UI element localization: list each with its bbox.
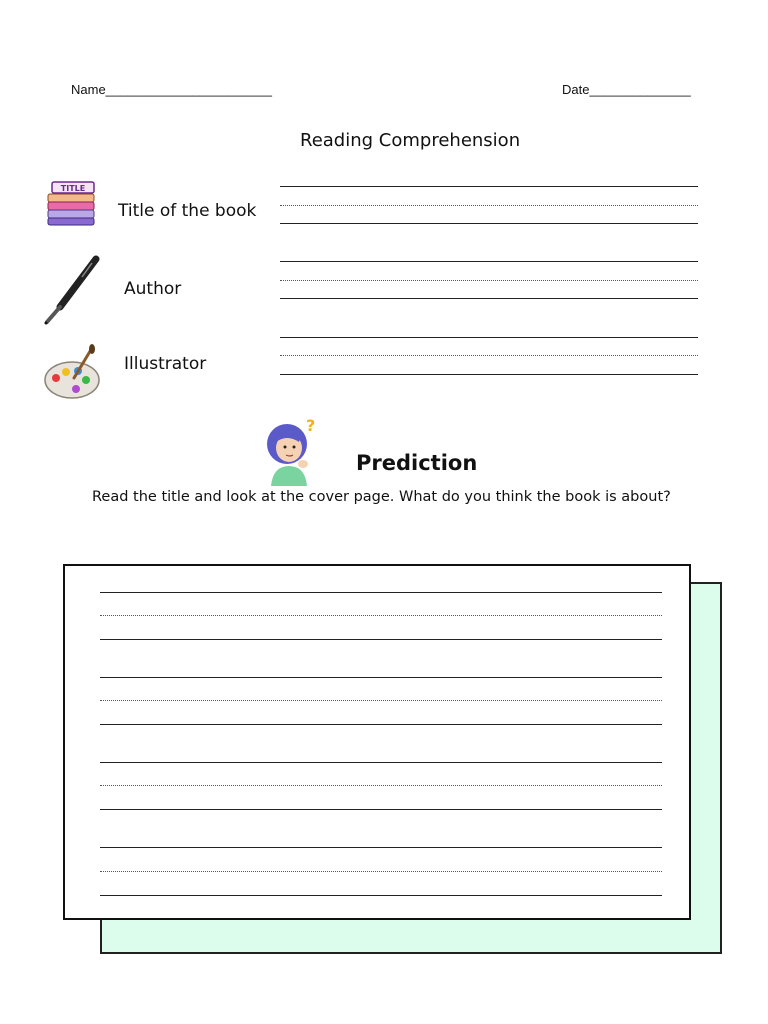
writing-line-solid[interactable] [280,374,698,375]
writing-line-dotted [280,355,698,356]
prediction-writing-box[interactable] [63,564,691,920]
svg-text:?: ? [306,416,316,435]
writing-line-solid[interactable] [100,677,662,678]
writing-line-solid[interactable] [100,592,662,593]
writing-line-dotted [100,871,662,872]
prediction-prompt: Read the title and look at the cover page. What do you think the book is about? [92,489,671,505]
writing-line-solid[interactable] [280,223,698,224]
field-label-title: Title of the book [118,201,257,221]
writing-line-solid[interactable] [280,298,698,299]
thinking-girl-icon [263,414,325,486]
field-label-author: Author [124,279,182,299]
writing-line-solid[interactable] [100,895,662,896]
name-field[interactable]: Name_______________________ [71,82,272,97]
field-label-illustrator: Illustrator [124,354,207,374]
writing-line-solid[interactable] [100,639,662,640]
writing-line-dotted [100,615,662,616]
writing-line-dotted [100,785,662,786]
writing-line-solid[interactable] [100,762,662,763]
writing-line-dotted [280,280,698,281]
pen-icon [42,255,102,325]
paint-palette-icon [42,344,102,404]
prediction-title: Prediction [356,451,478,475]
writing-line-solid[interactable] [280,337,698,338]
date-field[interactable]: Date______________ [562,82,691,97]
books-icon [44,181,100,227]
writing-line-solid[interactable] [280,186,698,187]
writing-line-solid[interactable] [100,724,662,725]
writing-line-dotted [280,205,698,206]
page-title: Reading Comprehension [300,130,521,151]
writing-line-dotted [100,700,662,701]
writing-line-solid[interactable] [100,809,662,810]
svg-text:TITLE: TITLE [60,184,86,193]
writing-line-solid[interactable] [100,847,662,848]
writing-line-solid[interactable] [280,261,698,262]
